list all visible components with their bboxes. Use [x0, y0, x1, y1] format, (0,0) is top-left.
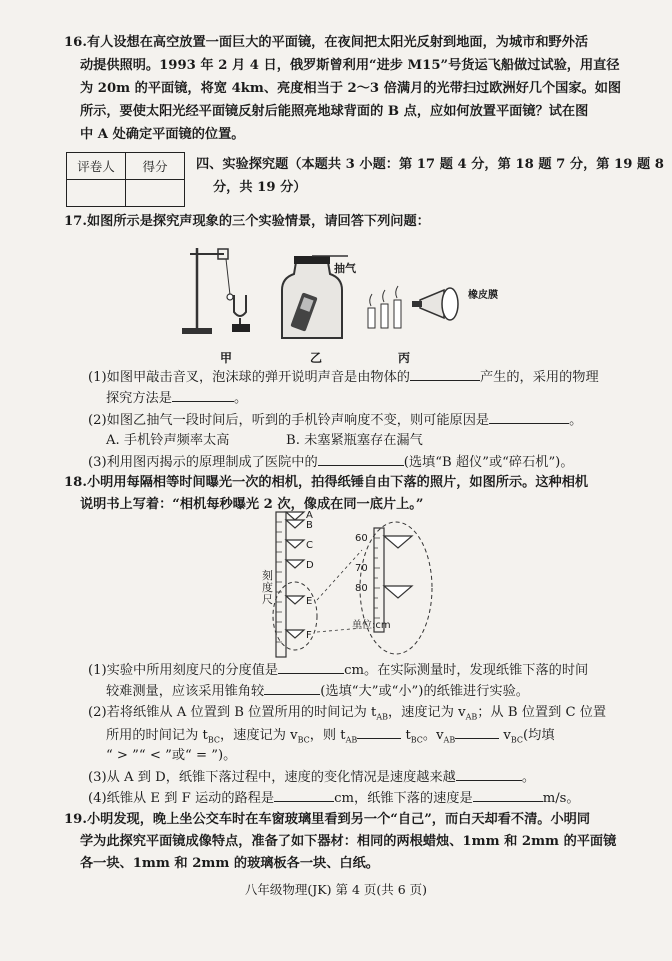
point-d-label: D	[306, 560, 314, 571]
tuning-fork-figure	[180, 240, 270, 340]
q18-part3: (3)从 A 到 D，纸锥下落过程中，速度的变化情况是速度越来越 。	[88, 770, 536, 785]
score-header: 得分	[126, 153, 185, 180]
q18-blank-7[interactable]	[473, 789, 543, 802]
reviewer-header: 评卷人	[67, 153, 126, 180]
q18-blank-2[interactable]	[264, 682, 320, 695]
q18-part2-cont: 所用的时间记为 $t_{BC}$，速度记为 $v_{BC}$，则 $t_{AB}$ $t_{BC}$。$v_{AB}$ $v_{BC}$(均填	[106, 728, 555, 745]
q16-line-3: 为 20m 的平面镜，将宽 4km、亮度相当于 2～3 倍满月的光带扫过欧洲好几个国家。如图	[80, 81, 622, 96]
q17-blank-2[interactable]	[172, 389, 234, 402]
page-footer: 八年级物理(JK) 第 4 页(共 6 页)	[244, 882, 428, 897]
q17-blank-3[interactable]	[489, 411, 569, 424]
reviewer-cell[interactable]	[67, 180, 126, 207]
q17-option-b: B. 未塞紧瓶塞存在漏气	[286, 433, 423, 448]
figure-yi-label: 乙	[310, 351, 323, 365]
q18-part4: (4)纸锥从 E 到 F 运动的路程是 cm，纸锥下落的速度是 m/s。	[88, 791, 580, 806]
q18-line-1: 18.小明用每隔相等时间曝光一次的相机，拍得纸锤自由下落的照片，如图所示。这种相机	[64, 475, 589, 490]
point-f-label: F	[306, 630, 312, 641]
q19-line-3: 各一块、1mm 和 2mm 的玻璃板各一块、白纸。	[80, 856, 379, 871]
q18-part2: (2)若将纸锥从 A 位置到 B 位置所用的时间记为 $t_{AB}$，速度记为 $v_{AB}$；从 B 位置到 C 位置	[88, 705, 607, 722]
q18-part1-cont: 较难测量，应该采用锥角较 (选填“大”或“小”)的纸锥进行实验。	[106, 684, 529, 699]
ruler-label: 刻度尺	[262, 569, 273, 606]
tick-80: 80	[355, 583, 368, 594]
figure-jia-label: 甲	[220, 351, 233, 365]
q18-blank-1[interactable]	[278, 661, 344, 674]
q17-option-a: A. 手机铃声频率太高	[106, 433, 230, 448]
q18-blank-6[interactable]	[274, 789, 334, 802]
section-4-title: 四、实验探究题（本题共 3 小题：第 17 题 4 分，第 18 题 7 分，第 19 题 8	[196, 157, 664, 172]
point-c-label: C	[306, 540, 313, 551]
point-b-label: B	[306, 520, 313, 531]
q16-line-1: 16.有人设想在高空放置一面巨大的平面镜，在夜间把太阳光反射到地面，为城市和野外活	[64, 35, 589, 50]
unit-label: 单位:cm	[352, 620, 391, 631]
q16-line-4: 所示，要使太阳光经平面镜反射后能照亮地球背面的 B 点，应如何放置平面镜？试在图	[80, 104, 589, 119]
q17-part3: (3)利用图丙揭示的原理制成了医院中的 (选填“B 超仪”或“碎石机”)。	[88, 455, 574, 470]
tick-70: 70	[355, 563, 368, 574]
tick-60: 60	[355, 533, 368, 544]
q16-line-5: 中 A 处确定平面镜的位置。	[80, 127, 245, 142]
section-4-title-2: 分，共 19 分）	[213, 180, 307, 195]
q17-blank-1[interactable]	[410, 368, 480, 381]
point-a-label: A	[306, 510, 313, 521]
q18-part2-cont-2: “ > ”“ < ”或“ = ”)。	[106, 748, 237, 763]
chouqi-label: 抽气	[334, 262, 356, 275]
q19-line-2: 学为此探究平面镜成像特点，准备了如下器材：相同的两根蜡烛、1mm 和 2mm 的平面镜	[80, 834, 617, 849]
q18-line-2: 说明书上写着：“相机每秒曝光 2 次，像成在同一底片上。”	[80, 497, 424, 512]
q18-blank-3[interactable]	[357, 726, 401, 739]
xiangpimo-label: 橡皮膜	[468, 290, 498, 301]
q17-part2: (2)如图乙抽气一段时间后，听到的手机铃声响度不变，则可能原因是 。	[88, 413, 583, 428]
q18-blank-5[interactable]	[456, 768, 522, 781]
score-table	[66, 152, 185, 207]
q17-stem: 17.如图所示是探究声现象的三个实验情景，请回答下列问题：	[64, 214, 430, 229]
point-e-label: E	[306, 596, 313, 607]
q17-blank-4[interactable]	[318, 453, 404, 466]
score-cell[interactable]	[126, 180, 185, 207]
figure-bing-label: 丙	[398, 351, 411, 365]
q17-part1-cont: 探究方法是 。	[106, 391, 248, 406]
q18-part1: (1)实验中所用刻度尺的分度值是 cm。在实际测量时，发现纸锥下落的时间	[88, 663, 589, 678]
q17-part1: (1)如图甲敲击音叉，泡沫球的弹开说明声音是由物体的 产生的，采用的物理	[88, 370, 599, 385]
q19-line-1: 19.小明发现，晚上坐公交车时在车窗玻璃里看到另一个“自己”，而白天却看不清。小明同	[64, 812, 591, 827]
q16-line-2: 动提供照明。1993 年 2 月 4 日，俄罗斯曾利用“进步 M15”号货运飞船做过试验，用直径	[80, 58, 620, 73]
q18-blank-4[interactable]	[455, 726, 499, 739]
